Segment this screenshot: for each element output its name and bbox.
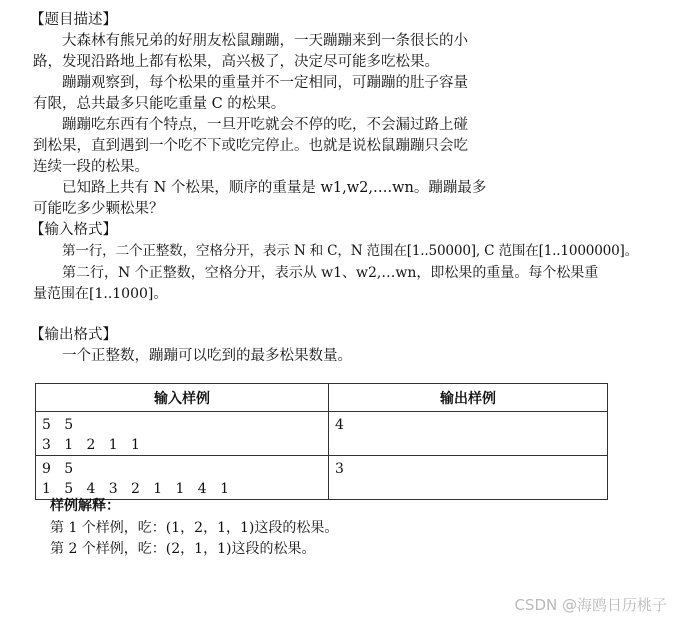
sample-1-input-line-1: 5 5 [42,417,74,433]
output-sample-header: 输出样例 [329,384,608,412]
input-format-line-1: 第一行，二个正整数，空格分开，表示 N 和 C，N 范围在[1..50000], C 范围在[1..1000000]。 [62,243,639,259]
input-sample-header: 输入样例 [36,384,329,412]
table-row [36,412,608,456]
sample-2-output: 3 [335,461,344,477]
description-line-2: 路，发现沿路地上都有松果，高兴极了，决定尽可能多吃松果。 [33,54,439,70]
samples-header-row [36,384,608,412]
input-format-line-3: 量范围在[1..1000]。 [33,286,168,302]
table-row [36,456,608,500]
description-line-6: 到松果，直到遇到一个吃不下或吃完停止。也就是说松鼠蹦蹦只会吃 [33,138,468,154]
description-title: 【题目描述】 [30,12,117,28]
sample-1-output: 4 [335,417,344,433]
description-line-3: 蹦蹦观察到，每个松果的重量并不一定相同，可蹦蹦的肚子容量 [62,75,468,91]
output-format-line-1: 一个正整数，蹦蹦可以吃到的最多松果数量。 [62,348,352,364]
sample-2-input-line-2: 1 5 4 3 2 1 1 4 1 [42,481,229,497]
description-line-4: 有限，总共最多只能吃重量 C 的松果。 [33,96,286,112]
explanation-line-1: 第 1 个样例，吃：(1，2，1，1)这段的松果。 [50,520,339,536]
input-format-line-2: 第二行，N 个正整数，空格分开，表示从 w1、w2,…wn，即松果的重量。每个松果重 [62,265,599,281]
description-line-1: 大森林有熊兄弟的好朋友松鼠蹦蹦，一天蹦蹦来到一条很长的小 [62,33,468,49]
explanation-title: 样例解释： [50,498,120,514]
description-line-9: 可能吃多少颗松果？ [33,201,164,217]
sample-input-cell [36,456,329,500]
description-line-5: 蹦蹦吃东西有个特点，一旦开吃就会不停的吃，不会漏过路上碰 [62,117,468,133]
explanation-line-2: 第 2 个样例，吃：(2，1，1)这段的松果。 [50,541,316,557]
description-line-8: 已知路上共有 N 个松果，顺序的重量是 w1,w2,….wn。蹦蹦最多 [62,180,487,196]
sample-1-input-line-2: 3 1 2 1 1 [42,437,140,453]
output-format-title: 【输出格式】 [30,327,117,343]
input-format-title: 【输入格式】 [30,222,117,238]
sample-output-cell [329,412,608,456]
sample-2-input-line-1: 9 5 [42,461,74,477]
sample-output-cell [329,456,608,500]
description-line-7: 连续一段的松果。 [33,159,149,175]
csdn-watermark: CSDN @海鸥日历桃子 [514,596,667,614]
samples-table [35,383,608,500]
sample-input-cell [36,412,329,456]
